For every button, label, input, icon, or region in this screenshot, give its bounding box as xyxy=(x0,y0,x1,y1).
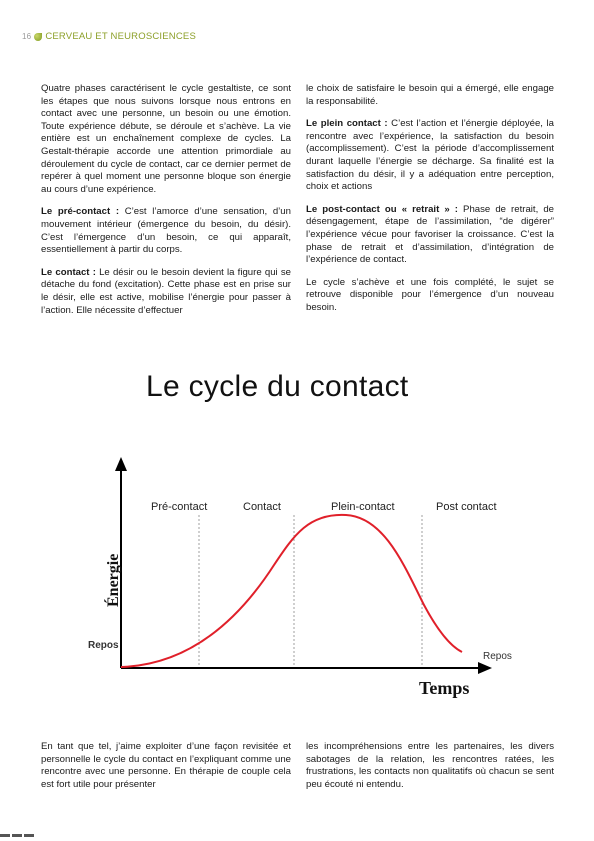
phase-label-contact: Contact xyxy=(243,501,281,513)
pleincontact-paragraph xyxy=(306,118,554,194)
contact-cycle-diagram xyxy=(84,365,514,710)
bottom-left-paragraph: En tant que tel, j’aime exploiter d’une façon revisitée et personnelle le cycle du contact en l’expliquant comme une rencontre avec une personne. En thérapie de couple cela est fort utile pour présenter xyxy=(41,741,291,790)
postcontact-paragraph xyxy=(306,204,554,267)
phase-label-precontact: Pré-contact xyxy=(151,501,208,513)
footer-dash xyxy=(0,834,10,837)
contact-term: Le contact : xyxy=(41,266,96,278)
contact-cycle-figure xyxy=(84,365,514,710)
conclusion-paragraph: Le cycle s’achève et une fois complété, le sujet se retrouve disponible pour l’émergence d’un nouveau besoin. xyxy=(306,276,554,313)
leaf-icon xyxy=(34,33,42,41)
footer-dash xyxy=(24,834,34,837)
phase-label-postcontact: Post contact xyxy=(436,501,497,513)
footer-decoration xyxy=(0,834,34,837)
precontact-text: C’est l’amorce d’une sensation, d’un mouvement intérieur (émergence du besoin, du désir). C’est l’émergence d’un besoin, ce qui apparaît, essentiellement à partir du corps. xyxy=(41,206,291,256)
energy-curve xyxy=(121,515,462,667)
y-axis-arrow xyxy=(115,457,127,471)
precontact-paragraph xyxy=(41,206,291,256)
right-column xyxy=(306,83,554,325)
x-axis-arrow xyxy=(478,662,492,674)
intro-paragraph: Quatre phases caractérisent le cycle gestaltiste, ce sont les étapes que nous suivons lorsque nous entrons en contact avec une personne, un besoin ou une émotion. Toute expérience débute, se déroule et s’achève. La vie entière est un enchaînement complexe de cycles. La Gestalt-thérapie accorde une attention primordiale au déroulement du cycle de contact, car ce dernier permet de repérer à quel moment une personne bloque son énergie au cours d’une expérience. xyxy=(41,83,291,195)
page-header xyxy=(22,31,196,42)
figure-title: Le cycle du contact xyxy=(146,370,409,403)
precontact-term: Le pré-contact : xyxy=(41,206,120,218)
contact-paragraph xyxy=(41,267,291,317)
postcontact-text: Phase de retrait, de désengagement, étape de l’assimilation, “de digérer” l’expérience vécue pour favoriser la croissance. C’est la phase de retrait et d’assimilation, d’intégration de l’expérience de contact. xyxy=(306,203,554,266)
page-number: 16 xyxy=(22,32,32,41)
left-column xyxy=(41,83,291,327)
pleincontact-term: Le plein contact : xyxy=(306,118,388,130)
rest-label-right: Repos xyxy=(483,651,512,662)
x-axis-label: Temps xyxy=(419,678,470,698)
rest-label-left: Repos xyxy=(88,640,119,651)
bottom-right-paragraph: les incompréhensions entre les partenaires, les divers sabotages de la relation, les rencontres ratées, les frustrations, les contacts non qualitatifs où chacun se sent peu écouté ni entendu. xyxy=(306,741,554,790)
postcontact-term: Le post-contact ou « retrait » : xyxy=(306,203,458,215)
pleincontact-text: C’est l’action et l’énergie déployée, la rencontre avec l’expérience, la satisfaction du besoin (accomplissement). C’est la période d’accomplissement durant laquelle l’énergie se décharge. Sa finalité est la satisfaction du désir, il y a adéquation entre perception, choix et actions xyxy=(306,118,554,193)
phase-label-pleincontact: Plein-contact xyxy=(331,501,395,513)
section-title: CERVEAU ET NEUROSCIENCES xyxy=(45,31,196,42)
y-axis-label: Énergie xyxy=(105,553,122,607)
footer-dash xyxy=(12,834,22,837)
continuation-paragraph: le choix de satisfaire le besoin qui a émergé, elle engage la responsabilité. xyxy=(306,83,554,107)
contact-text: Le désir ou le besoin devient la figure qui se détache du fond (excitation). Cette phase est en prise sur le désir, elle est active, mobilise l’énergie pour passer à l’action. Elle nécessite d’effectuer xyxy=(41,266,291,316)
